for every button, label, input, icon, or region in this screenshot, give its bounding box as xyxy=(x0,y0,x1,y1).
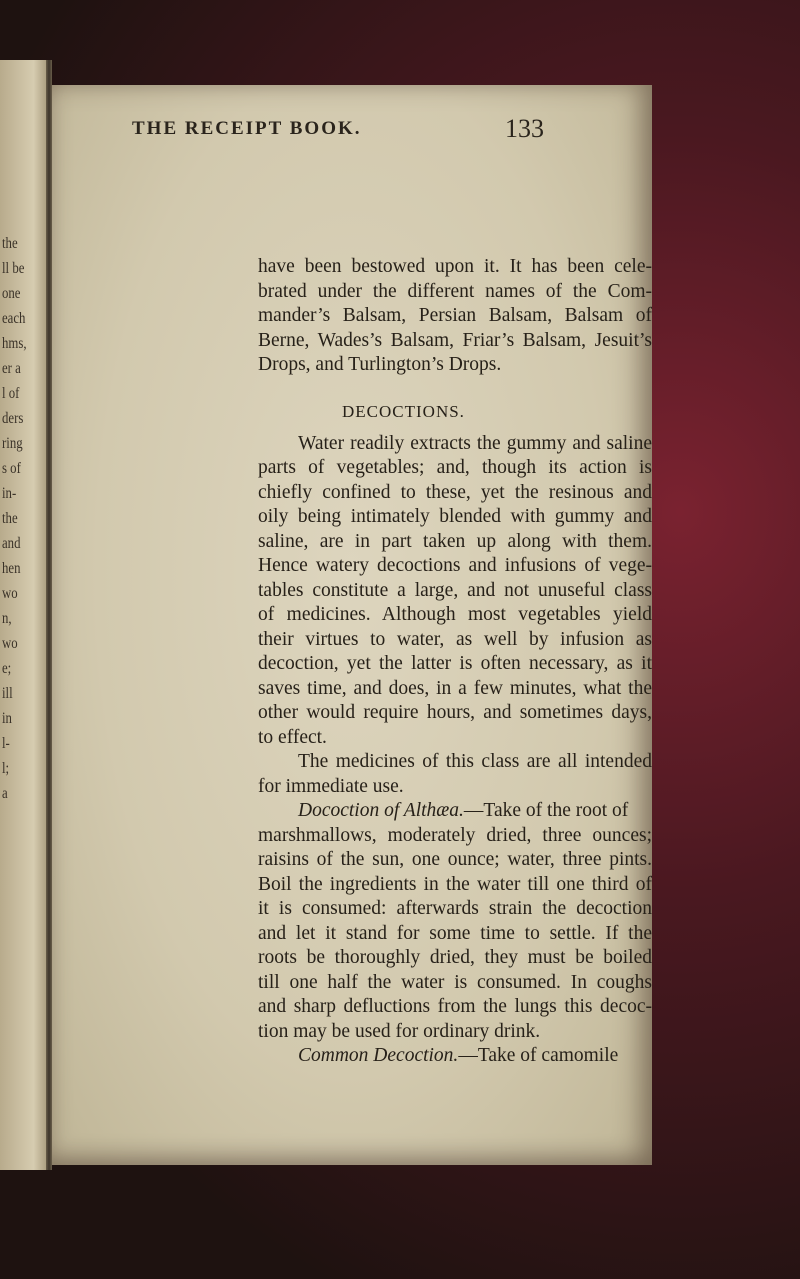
paragraph-3 xyxy=(258,750,652,799)
text-line: roots be thoroughly dried, they must be boiled xyxy=(258,947,652,968)
text-line: of medicines. Although most vegetables yield xyxy=(258,604,652,625)
text-line: raisins of the sun, one ounce; water, three pints. xyxy=(258,849,652,870)
prev-page-fragment: e; xyxy=(2,660,12,677)
prev-page-fragment: wo xyxy=(2,585,18,602)
text-line: tables constitute a large, and not unuseful class xyxy=(258,579,652,601)
previous-page-edge xyxy=(0,60,48,1170)
paragraph-4 xyxy=(258,799,652,1044)
text-line: it is consumed: afterwards strain the decoction xyxy=(258,898,652,919)
text-line: and let it stand for some time to settle. If the xyxy=(258,922,652,944)
prev-page-fragment: and xyxy=(2,535,21,552)
recipe-title: Common Decoction. xyxy=(298,1045,459,1066)
section-heading: DECOCTIONS. xyxy=(342,401,465,421)
page-body xyxy=(258,255,652,1069)
text-line: Water readily extracts the gummy and saline xyxy=(298,432,652,454)
prev-page-fragment: hms, xyxy=(2,335,27,352)
recipe-text: —Take of camomile xyxy=(458,1045,619,1066)
prev-page-fragment: ll be xyxy=(2,260,25,277)
prev-page-fragment: a xyxy=(2,785,8,802)
text-line: saves time, and does, in a few minutes, what the xyxy=(258,677,652,699)
text-line: Boil the ingredients in the water till one third of xyxy=(258,873,652,895)
prev-page-fragment: the xyxy=(2,235,18,252)
text-line: brated under the different names of the Com- xyxy=(258,280,652,302)
text-line: chiefly confined to these, yet the resinous and xyxy=(258,481,652,503)
prev-page-fragment: l of xyxy=(2,385,20,402)
text-line: Hence watery decoctions and infusions of vege- xyxy=(258,555,652,576)
text-line: mander’s Balsam, Persian Balsam, Balsam of xyxy=(258,305,652,326)
text-line: Drops, and Turlington’s Drops. xyxy=(258,354,502,375)
prev-page-fragment: each xyxy=(2,310,26,327)
page-header xyxy=(132,114,544,143)
prev-page-fragment: wo xyxy=(2,635,18,652)
text-line: tion may be used for ordinary drink. xyxy=(258,1020,541,1042)
text-line: and sharp defluctions from the lungs this decoc- xyxy=(258,996,652,1017)
prev-page-fragment: s of xyxy=(2,460,21,477)
paragraph-2 xyxy=(258,432,652,751)
paragraph-1 xyxy=(258,255,652,378)
text-line: for immediate use. xyxy=(258,775,404,797)
prev-page-fragment: one xyxy=(2,285,21,302)
text-line: to effect. xyxy=(258,726,327,748)
prev-page-fragment: n, xyxy=(2,610,12,627)
prev-page-fragment: in xyxy=(2,710,12,727)
prev-page-fragment: ders xyxy=(2,410,24,427)
paragraph-5 xyxy=(258,1044,652,1069)
prev-page-fragment: in- xyxy=(2,485,17,502)
running-head: THE RECEIPT BOOK. xyxy=(132,118,362,139)
prev-page-fragment: er a xyxy=(2,360,21,377)
prev-page-fragment: ring xyxy=(2,435,23,452)
text-line xyxy=(258,1044,652,1069)
page-number: 133 xyxy=(505,114,544,143)
text-line: oily being intimately blended with gummy and xyxy=(258,506,652,527)
text-line: their virtues to water, as well by infusion as xyxy=(258,628,652,650)
recipe-title: Docoction of Althæa. xyxy=(298,800,464,821)
prev-page-fragment: l- xyxy=(2,735,10,752)
text-line: have been bestowed upon it. It has been cele- xyxy=(258,256,652,277)
prev-page-fragment: the xyxy=(2,510,18,527)
text-line xyxy=(258,799,652,824)
text-line: The medicines of this class are all intended xyxy=(298,751,652,772)
text-line: parts of vegetables; and, though its action is xyxy=(258,457,652,478)
text-line: Berne, Wades’s Balsam, Friar’s Balsam, Jesuit’s xyxy=(258,329,652,351)
recipe-text: —Take of the root of xyxy=(463,800,629,821)
text-line: decoction, yet the latter is often necessary, as it xyxy=(258,653,652,674)
text-line: marshmallows, moderately dried, three ounces; xyxy=(258,824,652,846)
text-line: till one half the water is consumed. In coughs xyxy=(258,971,652,993)
prev-page-fragment: l; xyxy=(2,760,10,777)
prev-page-fragment: ill xyxy=(2,685,13,702)
text-line: saline, are in part taken up along with them. xyxy=(258,530,652,552)
prev-page-fragment: hen xyxy=(2,560,21,577)
text-line: other would require hours, and sometimes days, xyxy=(258,702,652,723)
